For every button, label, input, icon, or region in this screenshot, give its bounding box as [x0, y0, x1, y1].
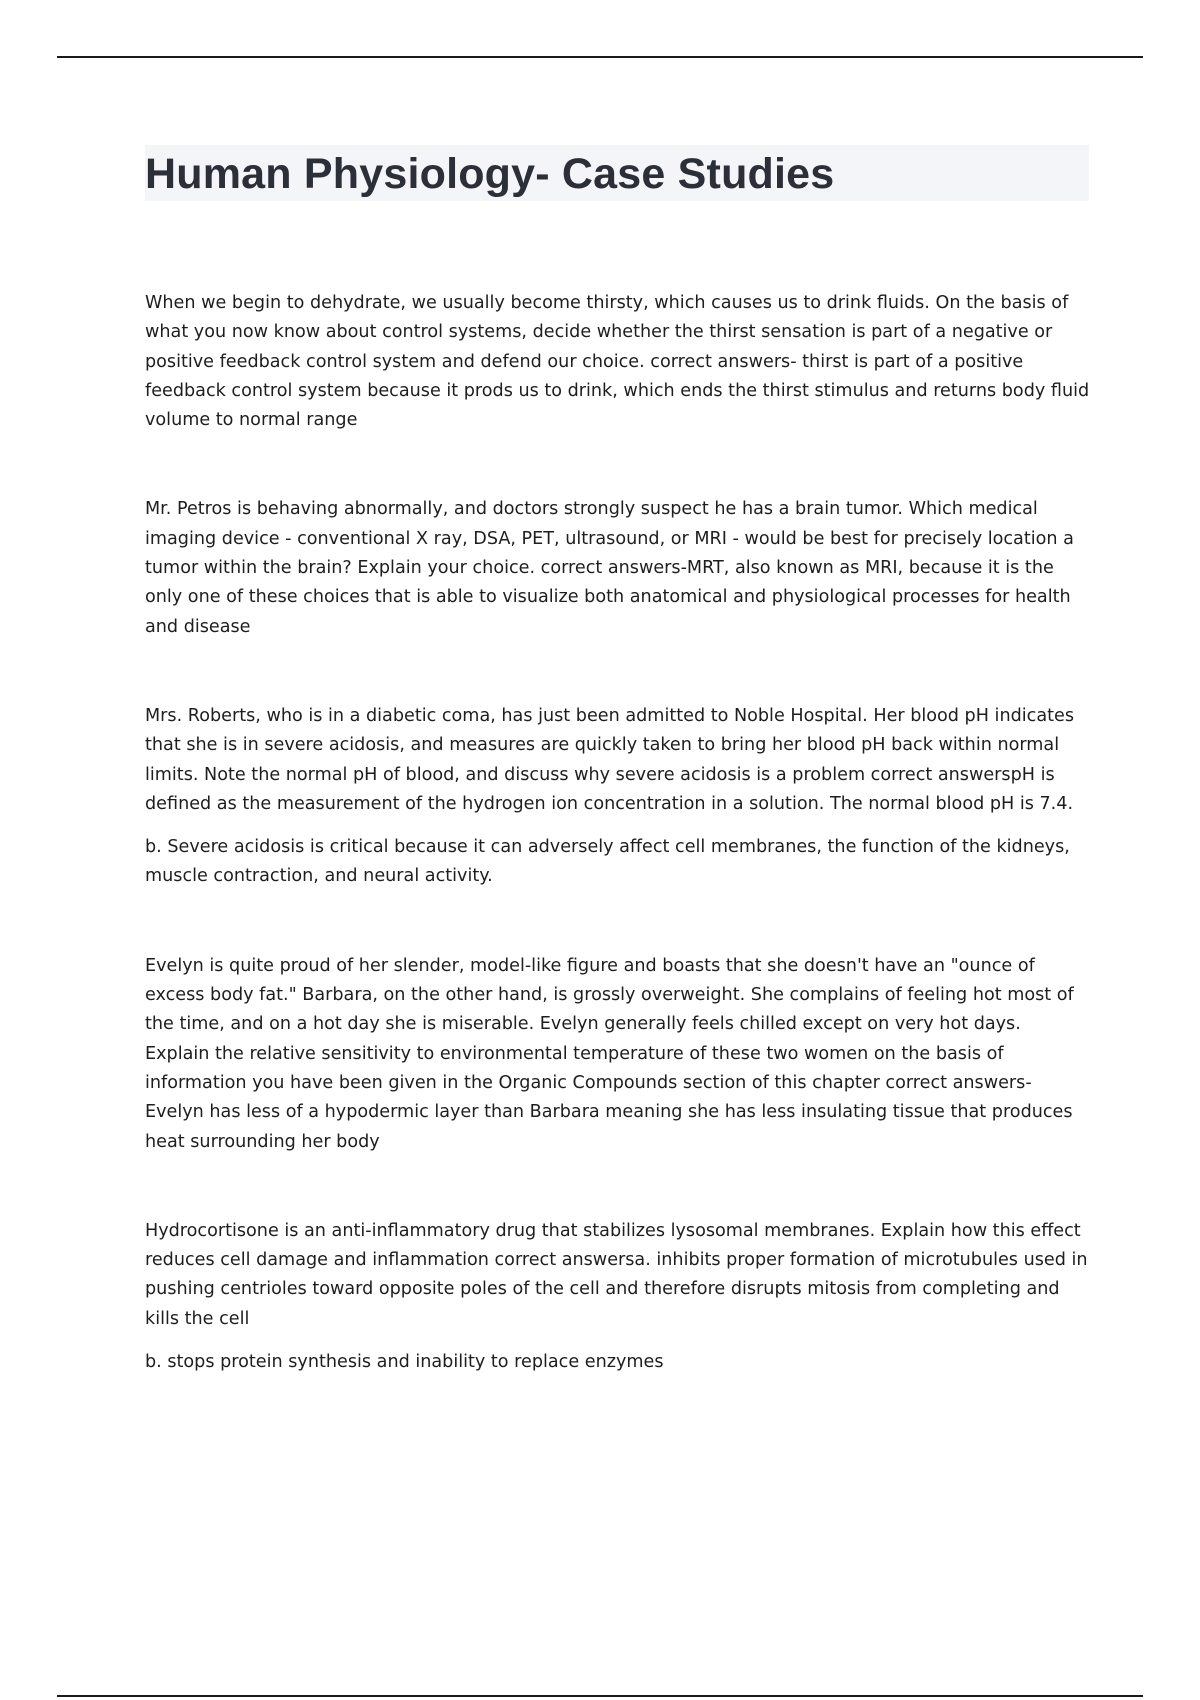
- question-block-2: [145, 495, 1090, 641]
- question-text: Evelyn is quite proud of her slender, model-like figure and boasts that she doesn't have an "ounce of excess body fat." Barbara, on the other hand, is grossly overweight. She complains of feeling hot most of the time, and on a hot day she is miserable. Evelyn generally feels chilled except on very hot days. Explain the relative sensitivity to environmental temperature of these two women on the basis of information you have been given in the Organic Compounds section of this chapter correct answers- Evelyn has less of a hypodermic layer than Barbara meaning she has less insulating tissue that produces heat surrounding her body: [145, 955, 1074, 1152]
- document-body: [145, 145, 1090, 1437]
- question-text: When we begin to dehydrate, we usually become thirsty, which causes us to drink fluids. On the basis of what you now know about control systems, decide whether the thirst sensation is part of a negative or positive feedback control system and defend our choice. correct answers- thirst is part of a positive feedback control system because it prods us to drink, which ends the thirst stimulus and returns body fluid volume to normal range: [145, 293, 1090, 431]
- question-text: Mr. Petros is behaving abnormally, and doctors strongly suspect he has a brain tumor. Which medical imaging device - conventional X ray, DSA, PET, ultrasound, or MRI - would be best for precisely location a tumor within the brain? Explain your choice. correct answers-MRT, also known as MRI, because it is the only one of these choices that is able to visualize both anatomical and physiological processes for health and disease: [145, 499, 1074, 637]
- header-rule: [57, 56, 1143, 58]
- page-title: Human Physiology- Case Studies: [145, 149, 835, 198]
- question-text: Mrs. Roberts, who is in a diabetic coma, has just been admitted to Noble Hospital. Her blood pH indicates that she is in severe acidosis, and measures are quickly taken to bring her blood pH back within normal limits. Note the normal pH of blood, and discuss why severe acidosis is a problem correct answerspH is defined as the measurement of the hydrogen ion concentration in a solution. The normal blood pH is 7.4.: [145, 705, 1074, 814]
- question-text: Hydrocortisone is an anti-inflammatory drug that stabilizes lysosomal membranes. Explain how this effect reduces cell damage and inflammation correct answersa. inhibits proper formation of microtubules used in pushing centrioles toward opposite poles of the cell and therefore disrupts mitosis from completing and kills the cell: [145, 1220, 1088, 1329]
- question-block-5: [145, 1217, 1090, 1377]
- title-banner: [145, 145, 1089, 201]
- answer-part-b: b. stops protein synthesis and inability to replace enzymes: [145, 1352, 664, 1373]
- footer-rule: [57, 1695, 1143, 1697]
- question-block-3: [145, 702, 1090, 892]
- question-block-4: [145, 952, 1090, 1157]
- question-block-1: [145, 289, 1090, 435]
- answer-part-b: b. Severe acidosis is critical because it can adversely affect cell membranes, the function of the kidneys, muscle contraction, and neural activity.: [145, 837, 1070, 887]
